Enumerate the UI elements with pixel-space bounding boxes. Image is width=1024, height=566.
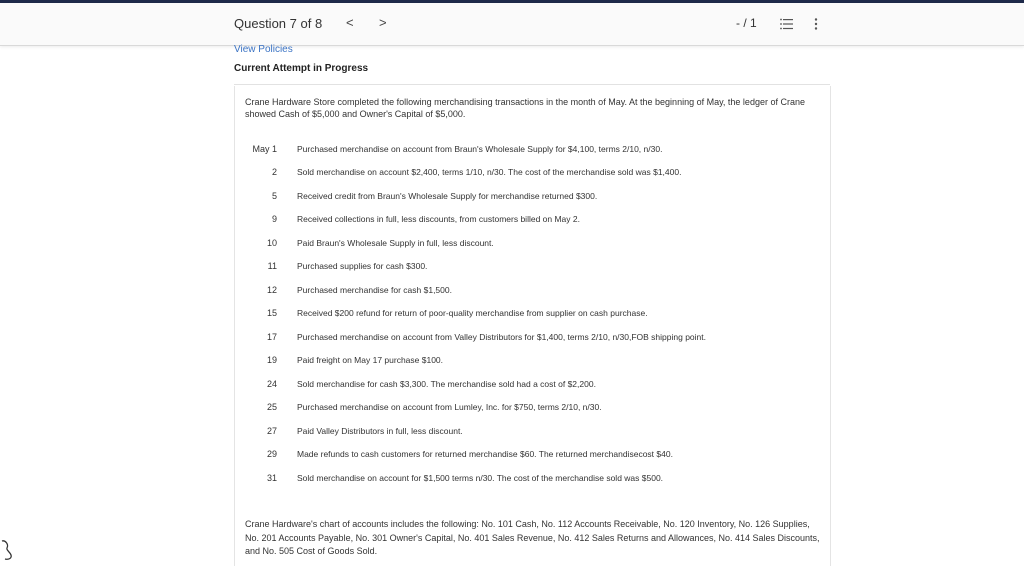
transaction-description: Purchased supplies for cash $300. bbox=[297, 261, 428, 271]
transaction-date: 29 bbox=[266, 449, 277, 459]
transaction-date: 10 bbox=[266, 238, 277, 248]
question-intro: Crane Hardware Store completed the following merchandising transactions in the month of May. At the beginning of May, the ledger of Crane showed Cash of $5,000 and Owner's Capital of $5,000. bbox=[245, 97, 805, 119]
transaction-date: 19 bbox=[266, 355, 277, 365]
mouse-cursor-icon bbox=[0, 538, 14, 562]
chart-of-accounts-text: Crane Hardware's chart of accounts includes the following: No. 101 Cash, No. 112 Accounts Receivable, No. 120 Inventory, No. 126 Supplies, No. 201 Accounts Payable, No. 301 Owner's Capital, No. 401 Sales Revenue, No. 412 Sales Returns and Allowances, No. 414 Sales Discounts, and No. 505 Cost of Goods Sold. bbox=[245, 519, 820, 556]
transaction-description: Received $200 refund for return of poor-quality merchandise from supplier on cash purchase. bbox=[297, 308, 648, 318]
previous-question-button[interactable]: < bbox=[346, 15, 354, 30]
transaction-date: 15 bbox=[266, 308, 277, 318]
transaction-date: 17 bbox=[266, 332, 277, 342]
view-policies-link[interactable]: View Policies bbox=[234, 44, 293, 55]
transaction-description: Sold merchandise for cash $3,300. The merchandise sold had a cost of $2,200. bbox=[297, 379, 596, 389]
transaction-description: Sold merchandise on account $2,400, terms 1/10, n/30. The cost of the merchandise sold was $1,400. bbox=[297, 167, 682, 177]
transaction-description: Purchased merchandise on account from Braun's Wholesale Supply for $4,100, terms 2/10, n/30. bbox=[297, 144, 663, 154]
attempt-status: Current Attempt in Progress bbox=[234, 63, 369, 74]
transaction-description: Paid freight on May 17 purchase $100. bbox=[297, 355, 444, 365]
transaction-description: Sold merchandise on account for $1,500 terms n/30. The cost of the merchandise sold was $500. bbox=[297, 473, 664, 483]
transaction-date: 27 bbox=[266, 426, 277, 436]
question-header bbox=[0, 3, 1024, 46]
transaction-description: Purchased merchandise on account from Valley Distributors for $1,400, terms 2/10, n/30,FOB shipping point. bbox=[297, 332, 706, 342]
transaction-description: Paid Valley Distributors in full, less discount. bbox=[297, 426, 463, 436]
question-list-icon[interactable] bbox=[780, 18, 793, 30]
question-card bbox=[234, 86, 831, 566]
transaction-date: 5 bbox=[271, 191, 277, 201]
transaction-description: Purchased merchandise on account from Lumley, Inc. for $750, terms 2/10, n/30. bbox=[297, 402, 602, 412]
transaction-date: 9 bbox=[271, 214, 277, 224]
transaction-date: 24 bbox=[266, 379, 277, 389]
next-question-button[interactable]: > bbox=[379, 15, 387, 30]
transaction-description: Purchased merchandise for cash $1,500. bbox=[297, 285, 452, 295]
section-divider bbox=[234, 84, 830, 85]
transaction-date: 12 bbox=[266, 285, 277, 295]
transaction-date: 31 bbox=[266, 473, 277, 483]
transaction-date: 2 bbox=[271, 167, 277, 177]
transaction-description: Paid Braun's Wholesale Supply in full, less discount. bbox=[297, 238, 494, 248]
transaction-description: Received credit from Braun's Wholesale Supply for merchandise returned $300. bbox=[297, 191, 598, 201]
question-score: - / 1 bbox=[736, 16, 757, 30]
transaction-description: Made refunds to cash customers for returned merchandise $60. The returned merchandisecost $40. bbox=[297, 449, 673, 459]
transaction-date: 25 bbox=[266, 402, 277, 412]
more-options-icon[interactable] bbox=[814, 18, 818, 30]
question-counter: Question 7 of 8 bbox=[234, 16, 323, 31]
transaction-date: 11 bbox=[267, 261, 277, 271]
transaction-date: May 1 bbox=[252, 144, 277, 154]
transaction-description: Received collections in full, less discounts, from customers billed on May 2. bbox=[297, 214, 580, 224]
